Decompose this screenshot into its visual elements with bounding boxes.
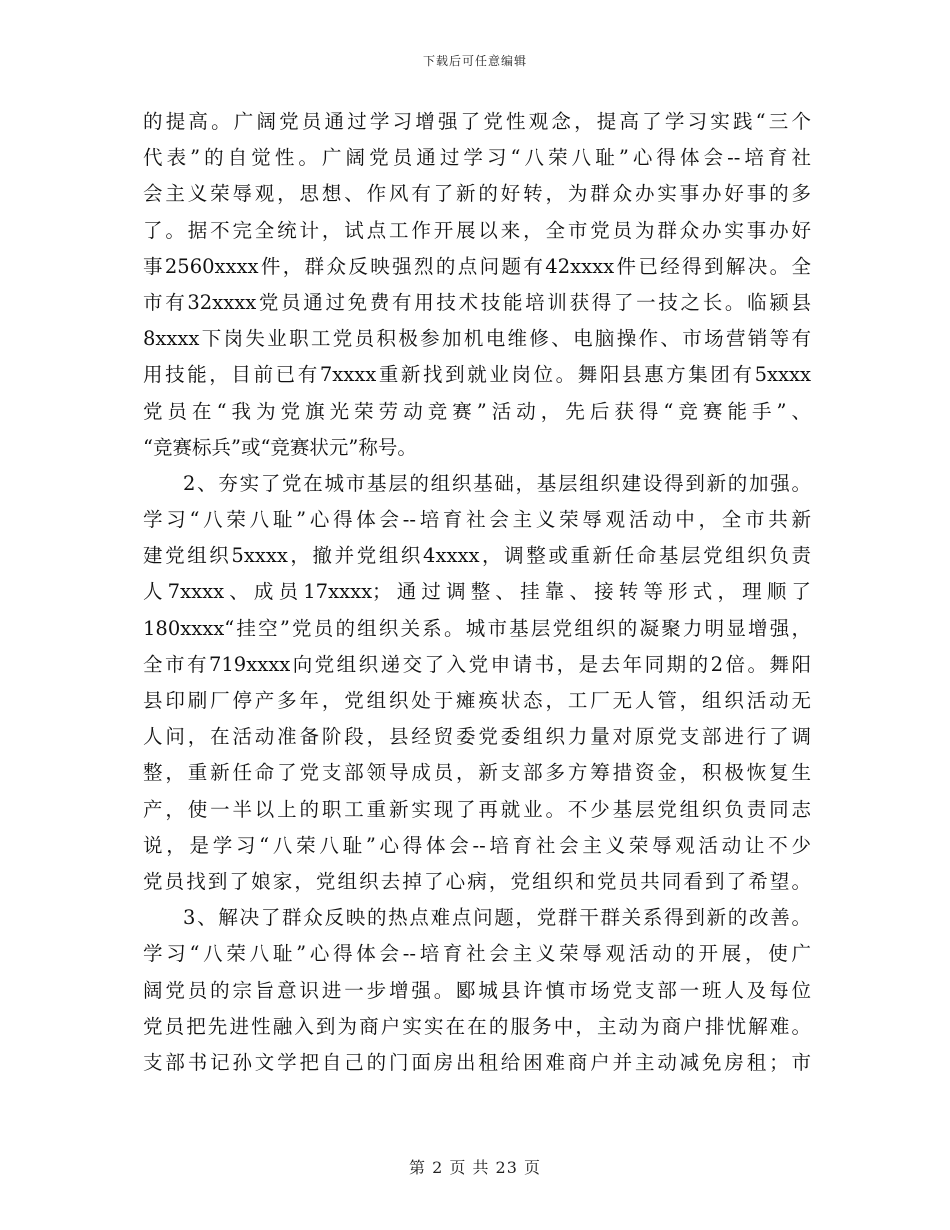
text-line: 180xxxx“挂空”党员的组织关系。城市基层党组织的凝聚力明显增强， bbox=[143, 616, 811, 640]
page-footer: 第 2 页 共 23 页 bbox=[409, 1158, 541, 1177]
text-line: “竞赛标兵”或“竞赛状元”称号。 bbox=[143, 435, 417, 459]
document-body bbox=[143, 104, 811, 1081]
text-line: 党员把先进性融入到为商户实实在在的服务中，主动为商户排忧解难。 bbox=[143, 1014, 811, 1038]
text-line: 全市有719xxxx向党组织递交了入党申请书，是去年同期的2倍。舞阳 bbox=[143, 652, 811, 676]
text-line: 3、解决了群众反映的热点难点问题，党群干群关系得到新的改善。 bbox=[183, 906, 811, 930]
text-line: 用技能，目前已有7xxxx重新找到就业岗位。舞阳县惠方集团有5xxxx bbox=[143, 363, 811, 387]
paragraph bbox=[143, 900, 811, 1081]
paragraph bbox=[143, 466, 811, 900]
text-line: 2、夯实了党在城市基层的组织基础，基层组织建设得到新的加强。 bbox=[183, 471, 811, 495]
text-line: 的提高。广阔党员通过学习增强了党性观念，提高了学习实践“三个 bbox=[143, 110, 811, 133]
text-line: 学习“八荣八耻”心得体会--培育社会主义荣辱观活动的开展，使广 bbox=[143, 942, 811, 966]
text-line: 党员在“我为党旗光荣劳动竞赛”活动，先后获得“竞赛能手”、 bbox=[143, 399, 811, 423]
text-line: 支部书记孙文学把自己的门面房出租给困难商户并主动减免房租；市 bbox=[143, 1050, 811, 1074]
text-line: 阔党员的宗旨意识进一步增强。郾城县许慎市场党支部一班人及每位 bbox=[143, 978, 811, 1002]
text-line: 党员找到了娘家，党组织去掉了心病，党组织和党员共同看到了希望。 bbox=[143, 869, 811, 893]
text-line: 市有32xxxx党员通过免费有用技术技能培训获得了一技之长。临颍县 bbox=[143, 290, 811, 314]
text-line: 学习“八荣八耻”心得体会--培育社会主义荣辱观活动中，全市共新 bbox=[143, 508, 811, 532]
text-line: 县印刷厂停产多年，党组织处于瘫痪状态，工厂无人管，组织活动无 bbox=[143, 689, 811, 712]
text-line: 事2560xxxx件，群众反映强烈的点问题有42xxxx件已经得到解决。全 bbox=[143, 254, 811, 278]
text-line: 产，使一半以上的职工重新实现了再就业。不少基层党组织负责同志 bbox=[143, 797, 811, 821]
text-line: 整，重新任命了党支部领导成员，新支部多方筹措资金，积极恢复生 bbox=[143, 761, 811, 785]
text-line: 建党组织5xxxx，撤并党组织4xxxx，调整或重新任命基层党组织负责 bbox=[143, 544, 811, 568]
text-line: 人7xxxx、成员17xxxx；通过调整、挂靠、接转等形式，理顺了 bbox=[143, 580, 811, 604]
text-line: 代表”的自觉性。广阔党员通过学习“八荣八耻”心得体会--培育社 bbox=[143, 146, 811, 170]
text-line: 会主义荣辱观，思想、作风有了新的好转，为群众办实事办好事的多 bbox=[143, 182, 811, 206]
paragraph bbox=[143, 104, 811, 466]
text-line: 了。据不完全统计，试点工作开展以来，全市党员为群众办实事办好 bbox=[143, 218, 811, 242]
text-line: 说，是学习“八荣八耻”心得体会--培育社会主义荣辱观活动让不少 bbox=[143, 833, 811, 857]
page-header: 下载后可任意编辑 bbox=[422, 54, 527, 68]
text-line: 8xxxx下岗失业职工党员积极参加机电维修、电脑操作、市场营销等有 bbox=[143, 327, 811, 351]
text-line: 人问，在活动准备阶段，县经贸委党委组织力量对原党支部进行了调 bbox=[143, 725, 811, 749]
